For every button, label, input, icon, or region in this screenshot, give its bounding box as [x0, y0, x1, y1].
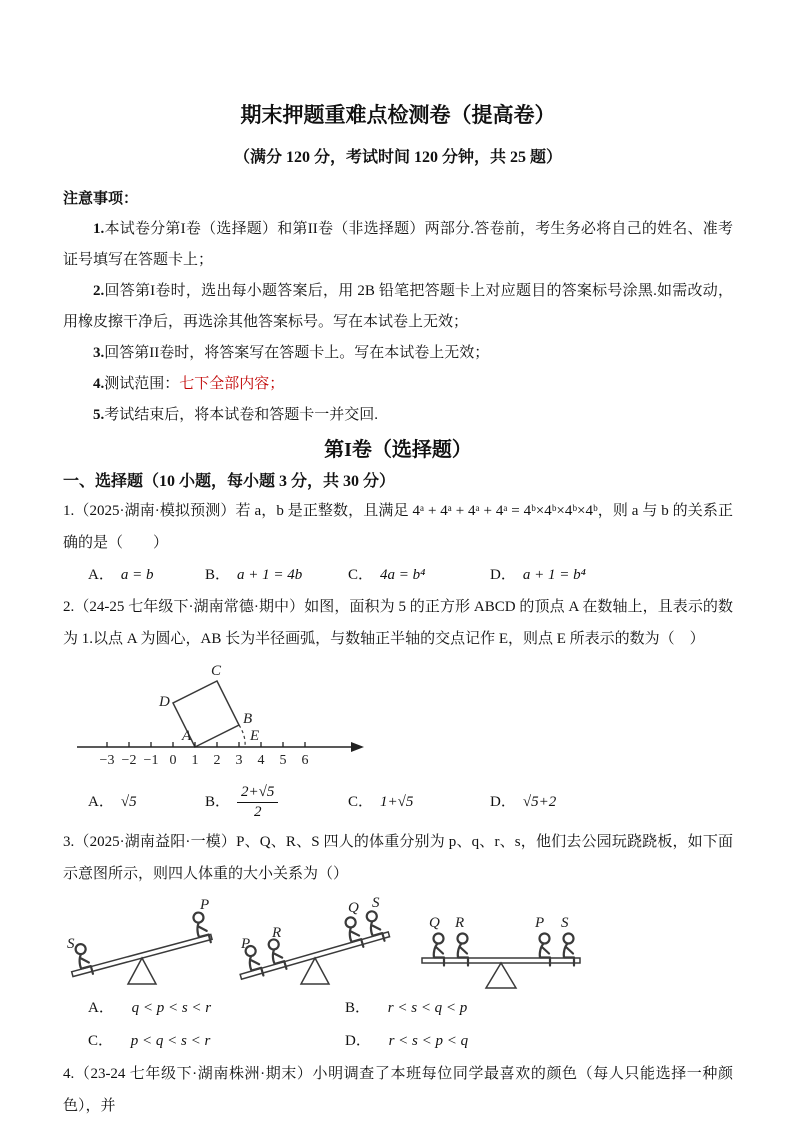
- seesaw-fulcrum: [301, 958, 329, 984]
- notice-item-1-number: 1.: [93, 221, 105, 237]
- section-title: 第I卷（选择题）: [324, 439, 472, 461]
- q1-stem-post: ，则 a 与 b 的关系正确的是（ ）: [63, 503, 733, 551]
- notice-item-3: [63, 338, 733, 369]
- question-2-stem: 2.（24-25 七年级下·湖南常德·期中）如图，面积为 5 的正方形 ABCD 的顶点 A 在数轴上，且表示的数为 1.以点 A 为圆心，AB 长为半径画弧，与数轴正半轴的交点记作 E，则点 E 所表示的数为（ ）: [63, 599, 733, 647]
- q1-option-c-value: 4a = b⁴: [380, 567, 426, 583]
- q2-option-c-value: 1+√5: [380, 794, 414, 810]
- tick-label: 0: [169, 753, 177, 768]
- q1-option-b-label: B．: [205, 567, 231, 583]
- q1-option-a-value: a = b: [120, 567, 154, 583]
- notice-item-5-text: 考试结束后，将本试卷和答题卡一并交回.: [104, 407, 379, 423]
- q3-option-a-label: A．: [88, 1000, 114, 1016]
- q2-option-a: [88, 786, 205, 818]
- q3-option-d: [345, 1025, 733, 1058]
- point-e-label: E: [250, 728, 260, 744]
- q1-option-a: [88, 559, 205, 591]
- q3-option-c-value: p < q < s < r: [130, 1033, 211, 1049]
- q1-option-d-value: a + 1 = b⁴: [522, 567, 586, 583]
- q2-option-d: [490, 786, 556, 818]
- seesaw-figure-3: [415, 896, 587, 990]
- seesaw-3-right2-label: S: [561, 915, 569, 931]
- notice-item-1-text: 本试卷分第I卷（选择题）和第II卷（非选择题）两部分.答卷前，考生务必将自己的姓名、准考证号填写在答题卡上；: [63, 221, 733, 268]
- seesaw-3-right1-label: P: [535, 915, 545, 931]
- q2-option-a-label: A．: [88, 794, 114, 810]
- tick-label: 4: [257, 753, 265, 768]
- notice-item-3-text: 回答第II卷时，将答案写在答题卡上。写在本试卷上无效；: [104, 345, 490, 361]
- tick-label: 3: [235, 753, 243, 768]
- seesaw-figures: [63, 896, 733, 990]
- exam-title: 期末押题重难点检测卷（提高卷）: [240, 103, 556, 127]
- q3-option-b-label: B．: [345, 1000, 371, 1016]
- notice-item-2-text: 回答第I卷时，选出每小题答案后，用 2B 铅笔把答题卡上对应题目的答案标号涂黑.如需改动，用橡皮擦干净后，再选涂其他答案标号。写在本试卷上无效；: [63, 283, 733, 330]
- q2-option-b-denominator: 2: [253, 803, 262, 820]
- notice-item-4: [63, 369, 733, 400]
- q2-option-c: [348, 786, 490, 818]
- notice-item-2-number: 2.: [93, 283, 105, 299]
- vertex-a-label: A: [182, 728, 192, 744]
- seesaw-1-right-label: P: [200, 897, 210, 913]
- seesaw-fulcrum: [486, 963, 516, 988]
- vertex-c-label: C: [211, 663, 222, 679]
- tick-label: 2: [213, 753, 221, 768]
- question-4-stem: 4.（23-24 七年级下·湖南株洲·期末）小明调查了本班每位同学最喜欢的颜色（每人只能选择一种颜色），并: [63, 1066, 733, 1114]
- q1-option-b: [205, 559, 348, 591]
- tick-label: 6: [301, 753, 309, 768]
- vertex-b-label: B: [243, 711, 253, 727]
- question-3-stem: 3.（2025·湖南益阳·一模）P、Q、R、S 四人的体重分别为 p、q、r、s，他们去公园玩跷跷板，如下面示意图所示，则四人体重的大小关系为（）: [63, 834, 733, 882]
- q1-option-b-value: a + 1 = 4b: [237, 567, 303, 583]
- q3-option-a-value: q < p < s < r: [131, 1000, 212, 1016]
- q2-option-d-value: √5+2: [522, 794, 557, 810]
- q1-option-d: [490, 559, 586, 591]
- seesaw-2-right1-label: Q: [348, 900, 359, 916]
- q2-option-b-value: [237, 783, 278, 822]
- axis-arrow-icon: [351, 742, 364, 752]
- notice-item-4-text: 测试范围：: [104, 376, 180, 392]
- tick-label: −3: [99, 753, 115, 768]
- q2-option-a-value: √5: [120, 794, 137, 810]
- q3-option-d-value: r < s < p < q: [388, 1033, 469, 1049]
- q1-option-a-label: A．: [88, 567, 114, 583]
- question-1-stem: [63, 495, 733, 559]
- notice-item-2: [63, 276, 733, 338]
- tick-label: −2: [121, 753, 137, 768]
- seesaw-3-left1-label: Q: [429, 915, 440, 931]
- tick-label: 1: [191, 753, 199, 768]
- q1-stem-pre: 1.（2025·湖南·模拟预测）若 a，b 是正整数，且满足: [63, 503, 413, 519]
- arc-b-to-e: [239, 725, 245, 747]
- seesaw-2-right2-label: S: [372, 896, 380, 911]
- number-line-figure: [69, 659, 733, 776]
- seesaw-3-left2-label: R: [455, 915, 465, 931]
- number-line-svg: [69, 659, 369, 771]
- section-subheader: 一、选择题（10 小题，每小题 3 分，共 30 分）: [63, 473, 396, 490]
- tick-label: −1: [143, 753, 159, 768]
- notice-item-1: [63, 214, 733, 276]
- seesaw-1-left-label: S: [67, 936, 75, 952]
- q1-option-d-label: D．: [490, 567, 516, 583]
- exam-subtitle: （满分 120 分，考试时间 120 分钟，共 25 题）: [233, 149, 562, 166]
- notice-item-3-number: 3.: [93, 345, 105, 361]
- question-1-options: [63, 559, 733, 591]
- q3-option-a: [88, 992, 345, 1025]
- q1-option-c-label: C．: [348, 567, 374, 583]
- seesaw-figure-1: [63, 896, 215, 990]
- q2-option-b-numerator: 2+√5: [237, 783, 278, 803]
- notice-item-5-number: 5.: [93, 407, 105, 423]
- notice-section: [63, 184, 733, 431]
- seesaw-fulcrum: [128, 958, 156, 984]
- question-3-options: [63, 992, 733, 1058]
- q3-option-c-label: C．: [88, 1033, 114, 1049]
- q2-option-b-label: B．: [205, 794, 231, 810]
- q2-option-b: [205, 783, 348, 822]
- q1-option-c: [348, 559, 490, 591]
- tick-label: 5: [279, 753, 287, 768]
- q2-option-d-label: D．: [490, 794, 516, 810]
- seesaw-2-left2-label: R: [272, 925, 282, 941]
- question-2-options: [63, 778, 733, 826]
- q3-option-d-label: D．: [345, 1033, 371, 1049]
- notice-item-4-number: 4.: [93, 376, 105, 392]
- q1-formula: 4ᵃ + 4ᵃ + 4ᵃ + 4ᵃ = 4ᵇ×4ᵇ×4ᵇ×4ᵇ: [412, 503, 598, 519]
- seesaw-figure-2: [231, 896, 399, 990]
- q3-option-c: [88, 1025, 345, 1058]
- q2-option-c-label: C．: [348, 794, 374, 810]
- vertex-d-label: D: [159, 694, 170, 710]
- notice-item-5: [63, 400, 733, 431]
- seesaw-2-left1-label: P: [241, 936, 251, 952]
- q3-option-b: [345, 992, 733, 1025]
- q3-option-b-value: r < s < q < p: [387, 1000, 468, 1016]
- notice-item-4-scope: 七下全部内容；: [179, 376, 285, 392]
- notice-heading: 注意事项：: [63, 191, 139, 207]
